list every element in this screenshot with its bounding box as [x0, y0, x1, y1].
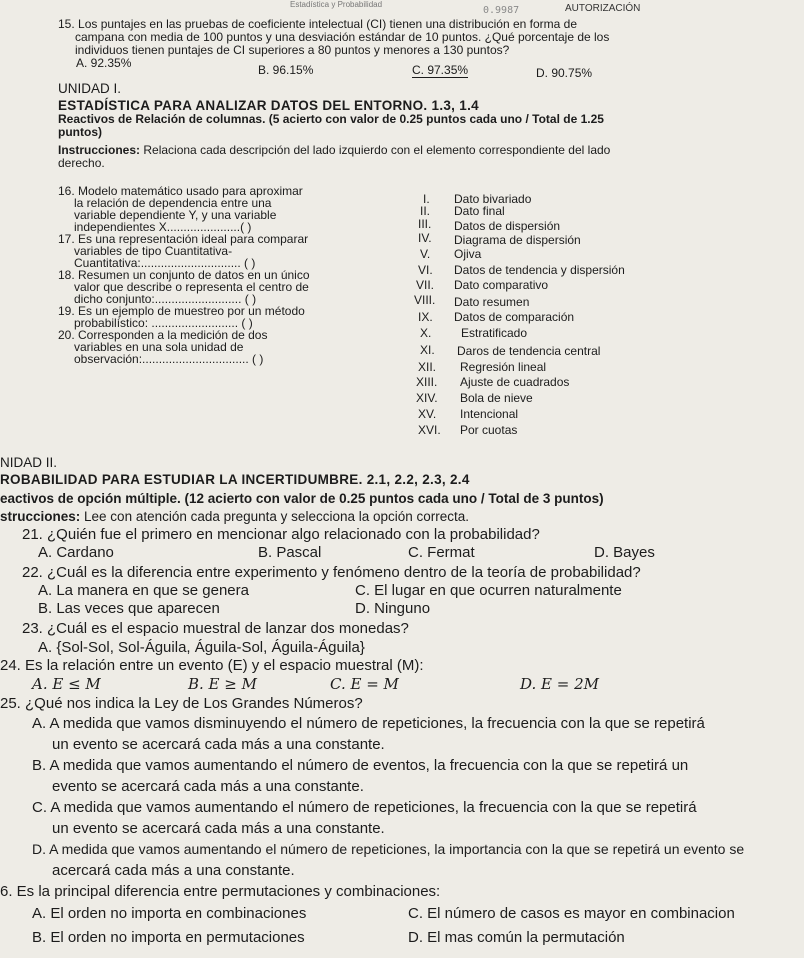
- q25-option-b[interactable]: B. A medida que vamos aumentando el número de eventos, la frecuencia con la que se repetirá un: [32, 757, 689, 774]
- left-item-answer-20[interactable]: observación:................................ ( ): [74, 352, 264, 366]
- right-item-text: Daros de tendencia central: [457, 344, 601, 358]
- q21-text: 21. ¿Quién fue el primero en mencionar algo relacionado con la probabilidad?: [22, 526, 540, 543]
- left-item-answer-16[interactable]: independientes X......................( ): [74, 220, 252, 234]
- unit1-reactivos: Reactivos de Relación de columnas. (5 acierto con valor de 0.25 puntos cada uno / Total de 1.25: [58, 112, 604, 126]
- left-item: 20. Corresponden a la medición de dos: [58, 328, 268, 342]
- q21-option-b[interactable]: B. Pascal: [258, 544, 322, 561]
- stamp-text: AUTORIZACIÓN: [565, 3, 641, 14]
- left-item: variables de tipo Cuantitativa-: [74, 244, 233, 258]
- q15-option-b[interactable]: B. 96.15%: [258, 63, 314, 77]
- right-item-num: XI.: [420, 343, 435, 357]
- unit2-instructions: [0, 510, 469, 524]
- instructions-label: Instrucciones:: [58, 143, 141, 157]
- q25-option-a-cont: un evento se acercará cada más a una constante.: [52, 736, 385, 753]
- unit1-instructions: [58, 144, 610, 157]
- left-item: la relación de dependencia entre una: [74, 196, 272, 210]
- right-item-text: Bola de nieve: [460, 391, 533, 405]
- right-item-text: Dato final: [454, 204, 505, 218]
- left-item: 16. Modelo matemático usado para aproximar: [58, 184, 303, 198]
- right-item-text: Intencional: [460, 407, 519, 421]
- right-item-num: X.: [420, 326, 432, 340]
- q24-option-d[interactable]: D. E = 2M: [520, 675, 599, 693]
- right-item-text: Datos de dispersión: [454, 219, 561, 233]
- right-item-num: VI.: [418, 263, 433, 277]
- left-item: valor que describe o representa el centro de: [74, 280, 309, 294]
- q24-option-a[interactable]: A. E ≤ M: [32, 675, 101, 693]
- left-item-answer-18[interactable]: dicho conjunto:.......................... ( ): [74, 292, 257, 306]
- unit1-title: UNIDAD I.: [58, 81, 122, 96]
- q15-line-3: individuos tienen puntajes de CI superiores a 80 puntos y menores a 130 puntos?: [75, 43, 510, 57]
- left-item: 17. Es una representación ideal para comparar: [58, 232, 309, 246]
- q23-option-a[interactable]: A. {Sol-Sol, Sol-Águila, Águila-Sol, Águila-Águila}: [38, 639, 365, 656]
- q26-option-d[interactable]: D. El mas común la permutación: [408, 929, 625, 946]
- left-item: variable dependiente Y, y una variable: [74, 208, 277, 222]
- q26-option-b[interactable]: B. El orden no importa en permutaciones: [32, 929, 305, 946]
- q25-option-c-cont: un evento se acercará cada más a una constante.: [52, 820, 385, 837]
- q15-option-d[interactable]: D. 90.75%: [536, 66, 593, 80]
- right-item-num: III.: [418, 217, 432, 231]
- header-subject: Estadística y Probabilidad: [290, 0, 383, 9]
- right-item-text: Dato resumen: [454, 295, 530, 309]
- q25-text: 25. ¿Qué nos indica la Ley de Los Grandes Números?: [0, 695, 363, 712]
- right-item-text: Dato bivariado: [454, 192, 532, 206]
- instructions-label-2: strucciones:: [0, 509, 81, 524]
- right-item-num: XIII.: [416, 375, 438, 389]
- right-item-num: IV.: [418, 231, 432, 245]
- right-item-text: Dato comparativo: [454, 278, 549, 292]
- left-item: 19. Es un ejemplo de muestreo por un método: [58, 304, 305, 318]
- q21-option-a[interactable]: A. Cardano: [38, 544, 114, 561]
- q25-option-d-cont: acercará cada más a una constante.: [52, 862, 295, 879]
- unit1-instructions-2: derecho.: [58, 156, 105, 170]
- right-item-text: Datos de tendencia y dispersión: [454, 263, 625, 277]
- q25-option-b-cont: evento se acercará cada más a una constante.: [52, 778, 364, 795]
- unit1-reactivos-2: puntos): [58, 125, 102, 139]
- left-item: 18. Resumen un conjunto de datos en un único: [58, 268, 310, 282]
- q25-option-d[interactable]: D. A medida que vamos aumentando el número de repeticiones, la importancia con la que se repetirá un evento se: [32, 841, 745, 857]
- q15-option-c[interactable]: C. 97.35%: [412, 63, 469, 77]
- right-item-num: VIII.: [414, 293, 436, 307]
- q25-option-a[interactable]: A. A medida que vamos disminuyendo el número de repeticiones, la frecuencia con la que se repetirá: [32, 715, 705, 732]
- q15-line-1: 15. Los puntajes en las pruebas de coeficiente intelectual (CI) tienen una distribución en forma de: [58, 17, 577, 31]
- right-item-text: Datos de comparación: [454, 310, 575, 324]
- q22-option-d[interactable]: D. Ninguno: [355, 600, 431, 617]
- right-item-num: V.: [420, 247, 431, 261]
- q21-option-c[interactable]: C. Fermat: [408, 544, 475, 561]
- left-item-answer-17[interactable]: Cuantitativa:.............................. ( ): [74, 256, 256, 270]
- right-item-num: XV.: [418, 407, 437, 421]
- right-item-text: Diagrama de dispersión: [454, 233, 581, 247]
- right-item-text: Por cuotas: [460, 423, 518, 437]
- left-item: variables en una sola unidad de: [74, 340, 244, 354]
- q24-option-b[interactable]: B. E ≥ M: [188, 675, 257, 693]
- q22-option-a[interactable]: A. La manera en que se genera: [38, 582, 249, 599]
- right-item-text: Ojiva: [454, 247, 482, 261]
- q15-option-a[interactable]: A. 92.35%: [76, 56, 132, 70]
- q23-text: 23. ¿Cuál es el espacio muestral de lanzar dos monedas?: [22, 620, 409, 637]
- right-item-text: Estratificado: [461, 326, 528, 340]
- right-item-num: IX.: [418, 310, 433, 324]
- q22-text: 22. ¿Cuál es la diferencia entre experimento y fenómeno dentro de la teoría de probabilidad?: [22, 564, 641, 581]
- instructions-text: Relaciona cada descripción del lado izquierdo con el elemento correspondiente del lado: [140, 143, 611, 157]
- right-item-text: Ajuste de cuadrados: [460, 375, 570, 389]
- unit2-subtitle: ROBABILIDAD PARA ESTUDIAR LA INCERTIDUMBRE. 2.1, 2.2, 2.3, 2.4: [0, 472, 470, 487]
- left-item-answer-19[interactable]: probabilístico: .......................... ( ): [74, 316, 253, 330]
- q25-option-c[interactable]: C. A medida que vamos aumentando el número de repeticiones, la frecuencia con la que se repetirá: [32, 799, 697, 816]
- instructions-text-2: Lee con atención cada pregunta y selecciona la opción correcta.: [80, 509, 470, 524]
- right-item-text: Regresión lineal: [460, 360, 547, 374]
- unit2-title: NIDAD II.: [0, 455, 58, 470]
- unit1-subtitle: ESTADÍSTICA PARA ANALIZAR DATOS DEL ENTORNO. 1.3, 1.4: [58, 98, 479, 113]
- right-item-num: I.: [423, 192, 430, 206]
- right-item-num: XIV.: [416, 391, 438, 405]
- right-item-num: VII.: [416, 278, 435, 292]
- q24-option-c[interactable]: C. E = M: [330, 675, 399, 693]
- q26-option-a[interactable]: A. El orden no importa en combinaciones: [32, 905, 307, 922]
- q22-option-c[interactable]: C. El lugar en que ocurren naturalmente: [355, 582, 622, 599]
- q15-line-2: campana con media de 100 puntos y una desviación estándar de 10 puntos. ¿Qué porcentaje de los: [75, 30, 610, 44]
- right-item-num: II.: [420, 204, 431, 218]
- q26-option-c[interactable]: C. El número de casos es mayor en combinacion: [408, 905, 735, 922]
- handwritten-note: 0.9987: [483, 5, 520, 16]
- unit2-reactivos: eactivos de opción múltiple. (12 acierto con valor de 0.25 puntos cada uno / Total de 3 puntos): [0, 491, 604, 506]
- right-item-num: XVI.: [418, 423, 441, 437]
- q22-option-b[interactable]: B. Las veces que aparecen: [38, 600, 220, 617]
- right-item-num: XII.: [418, 360, 437, 374]
- q26-text: 6. Es la principal diferencia entre permutaciones y combinaciones:: [0, 883, 441, 900]
- q24-text: 24. Es la relación entre un evento (E) y el espacio muestral (M):: [0, 657, 424, 674]
- q21-option-d[interactable]: D. Bayes: [594, 544, 655, 561]
